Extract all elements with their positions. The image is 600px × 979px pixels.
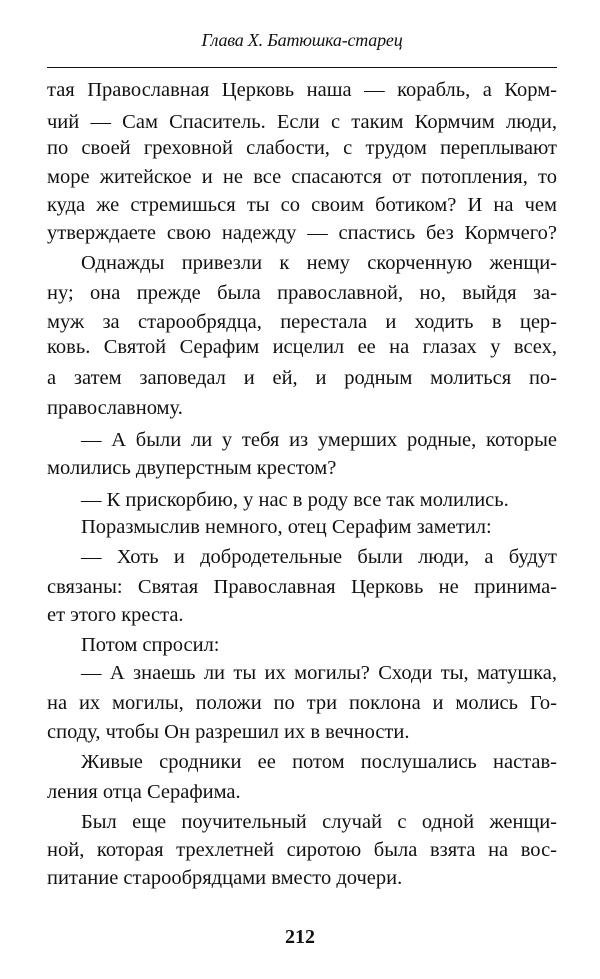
text-line: православному. — [47, 397, 183, 419]
text-line: Был еще поучительный случай с одной женщи- — [81, 811, 557, 833]
text-line: море житейское и не все спасаются от потопления, то — [47, 166, 557, 188]
text-line: Однажды привезли к нему скорченную женщи- — [81, 252, 557, 274]
page-number: 212 — [285, 926, 315, 948]
text-line: споду, чтобы Он разрешил их в вечности. — [47, 721, 410, 743]
text-line: на их могилы, положи по три поклона и молись Го- — [47, 692, 557, 714]
text-line: ет этого креста. — [47, 604, 184, 626]
text-line: питание старообрядцами вместо дочери. — [47, 867, 403, 889]
text-line: Потом спросил: — [81, 634, 220, 656]
text-line: ления отца Серафима. — [47, 781, 241, 803]
text-line: ной, которая трехлетней сиротою была взята на вос- — [47, 839, 557, 861]
text-line: — А были ли у тебя из умерших родные, которые — [81, 429, 557, 451]
text-line: Поразмыслив немного, отец Серафим заметил: — [81, 516, 492, 538]
text-line: связаны: Святая Православная Церковь не принима- — [47, 576, 557, 598]
text-line: утверждаете свою надежду — спастись без Кормчего? — [47, 222, 557, 244]
text-line: — Хоть и добродетельные были люди, а будут — [81, 546, 557, 568]
text-line: Живые сродники ее потом послушались настав- — [81, 751, 557, 773]
text-line: — К прискорбию, у нас в роду все так молились. — [81, 489, 509, 511]
text-line: по своей греховной слабости, с трудом переплывают — [47, 137, 557, 159]
text-line: куда же стремишься ты со своим ботиком? И на чем — [47, 194, 557, 216]
text-line: чий — Сам Спаситель. Если с таким Кормчим люди, — [47, 111, 557, 133]
text-line: тая Православная Церковь наша — корабль, а Корм- — [47, 79, 557, 101]
text-line: — А знаешь ли ты их могилы? Сходи ты, матушка, — [81, 662, 557, 684]
text-line: а затем заповедал и ей, и родным молиться по- — [47, 367, 557, 389]
text-line: ковь. Святой Серафим исцелил ее на глазах у всех, — [47, 336, 557, 358]
header-rule — [47, 67, 557, 68]
text-line: ну; она прежде была православной, но, выйдя за- — [47, 282, 557, 304]
text-line: муж за старообрядца, перестала и ходить в цер- — [47, 311, 557, 333]
text-line: молились двуперстным крестом? — [47, 457, 337, 479]
running-header: Глава X. Батюшка-старец — [201, 30, 403, 50]
